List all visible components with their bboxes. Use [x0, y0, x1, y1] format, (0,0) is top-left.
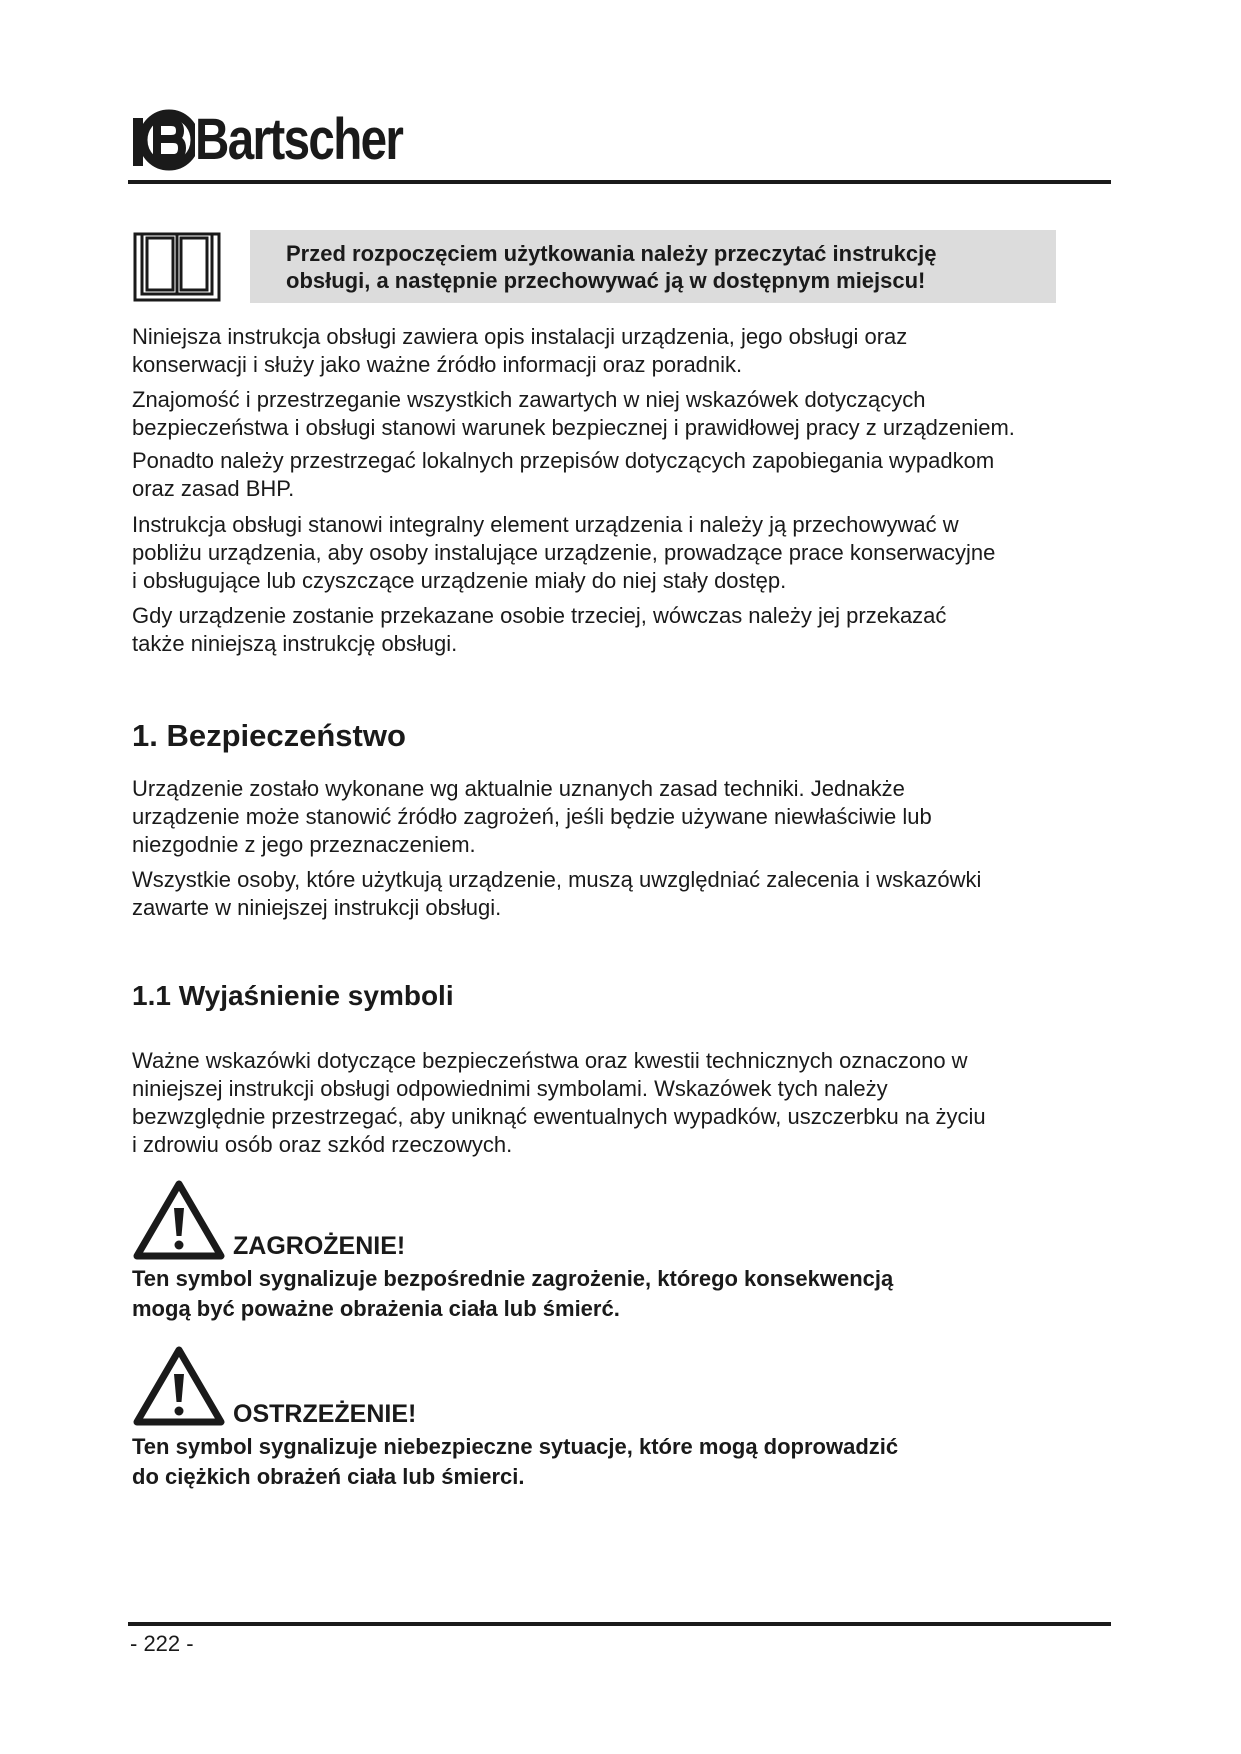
text-line: także niniejszą instrukcję obsługi. [132, 631, 458, 656]
text-line: Znajomość i przestrzeganie wszystkich zawartych w niej wskazówek dotyczących [132, 387, 926, 412]
text-line: bezwzględnie przestrzegać, aby uniknąć ewentualnych wypadków, uszczerbku na życiu [132, 1104, 986, 1129]
brand-logo-text: Bartscher [195, 107, 403, 172]
text-line: Gdy urządzenie zostanie przekazane osobie trzeciej, wówczas należy jej przekazać [132, 603, 947, 628]
text-line: Ten symbol sygnalizuje niebezpieczne sytuacje, które mogą doprowadzić [132, 1434, 899, 1459]
text-line: oraz zasad BHP. [132, 476, 295, 501]
warning-title: OSTRZEŻENIE! [233, 1400, 417, 1428]
intro-paragraph-1 [132, 323, 907, 379]
text-line: mogą być poważne obrażenia ciała lub śmierć. [132, 1296, 620, 1321]
danger-warning-triangle-icon [133, 1180, 225, 1260]
text-line: zawarte w niniejszej instrukcji obsługi. [132, 895, 502, 920]
text-line: Ponadto należy przestrzegać lokalnych przepisów dotyczących zapobiegania wypadkom [132, 448, 995, 473]
symbols-paragraph [132, 1047, 986, 1159]
danger-description [132, 1264, 893, 1324]
text-line: niezgodnie z jego przeznaczeniem. [132, 832, 476, 857]
read-instructions-notice [250, 230, 1056, 303]
safety-paragraph-2 [132, 866, 981, 922]
section-heading-safety: 1. Bezpieczeństwo [132, 718, 406, 753]
text-line: pobliżu urządzenia, aby osoby instalujące urządzenie, prowadzące prace konserwacyjne [132, 540, 996, 565]
text-line: konserwacji i służy jako ważne źródło informacji oraz poradnik. [132, 352, 743, 377]
header-rule [128, 180, 1111, 184]
page-number: - 222 - [130, 1631, 194, 1656]
warning-triangle-icon [133, 1346, 225, 1426]
danger-title: ZAGROŻENIE! [233, 1232, 406, 1260]
safety-paragraph-1 [132, 775, 932, 859]
intro-paragraph-5 [132, 602, 946, 658]
open-book-icon [133, 230, 221, 302]
text-line: Ten symbol sygnalizuje bezpośrednie zagrożenie, którego konsekwencją [132, 1266, 894, 1291]
warning-description [132, 1432, 898, 1492]
text-line: Urządzenie zostało wykonane wg aktualnie uznanych zasad techniki. Jednakże [132, 776, 905, 801]
notice-line: obsługi, a następnie przechowywać ją w dostępnym miejscu! [286, 268, 926, 293]
text-line: Instrukcja obsługi stanowi integralny element urządzenia i należy ją przechowywać w [132, 512, 959, 537]
text-line: i obsługujące lub czyszczące urządzenie miały do niej stały dostęp. [132, 568, 787, 593]
intro-paragraph-3 [132, 447, 994, 503]
intro-paragraph-4 [132, 511, 995, 595]
text-line: do ciężkich obrażeń ciała lub śmierci. [132, 1464, 525, 1489]
text-line: Wszystkie osoby, które użytkują urządzenie, muszą uwzględniać zalecenia i wskazówki [132, 867, 982, 892]
footer-rule [128, 1622, 1111, 1626]
text-line: niniejszej instrukcji obsługi odpowiednimi symbolami. Wskazówek tych należy [132, 1076, 888, 1101]
section-heading-symbols: 1.1 Wyjaśnienie symboli [132, 980, 454, 1011]
text-line: Niniejsza instrukcja obsługi zawiera opis instalacji urządzenia, jego obsługi oraz [132, 324, 908, 349]
text-line: urządzenie może stanowić źródło zagrożeń, jeśli będzie używane niewłaściwie lub [132, 804, 932, 829]
brand-logo [133, 100, 448, 180]
notice-line: Przed rozpoczęciem użytkowania należy przeczytać instrukcję [286, 241, 937, 266]
logo-b-mark-icon [133, 104, 195, 176]
text-line: Ważne wskazówki dotyczące bezpieczeństwa oraz kwestii technicznych oznaczono w [132, 1048, 968, 1073]
text-line: i zdrowiu osób oraz szkód rzeczowych. [132, 1132, 513, 1157]
text-line: bezpieczeństwa i obsługi stanowi warunek bezpiecznej i prawidłowej pracy z urządzeniem. [132, 415, 1015, 440]
intro-paragraph-2 [132, 386, 1015, 442]
